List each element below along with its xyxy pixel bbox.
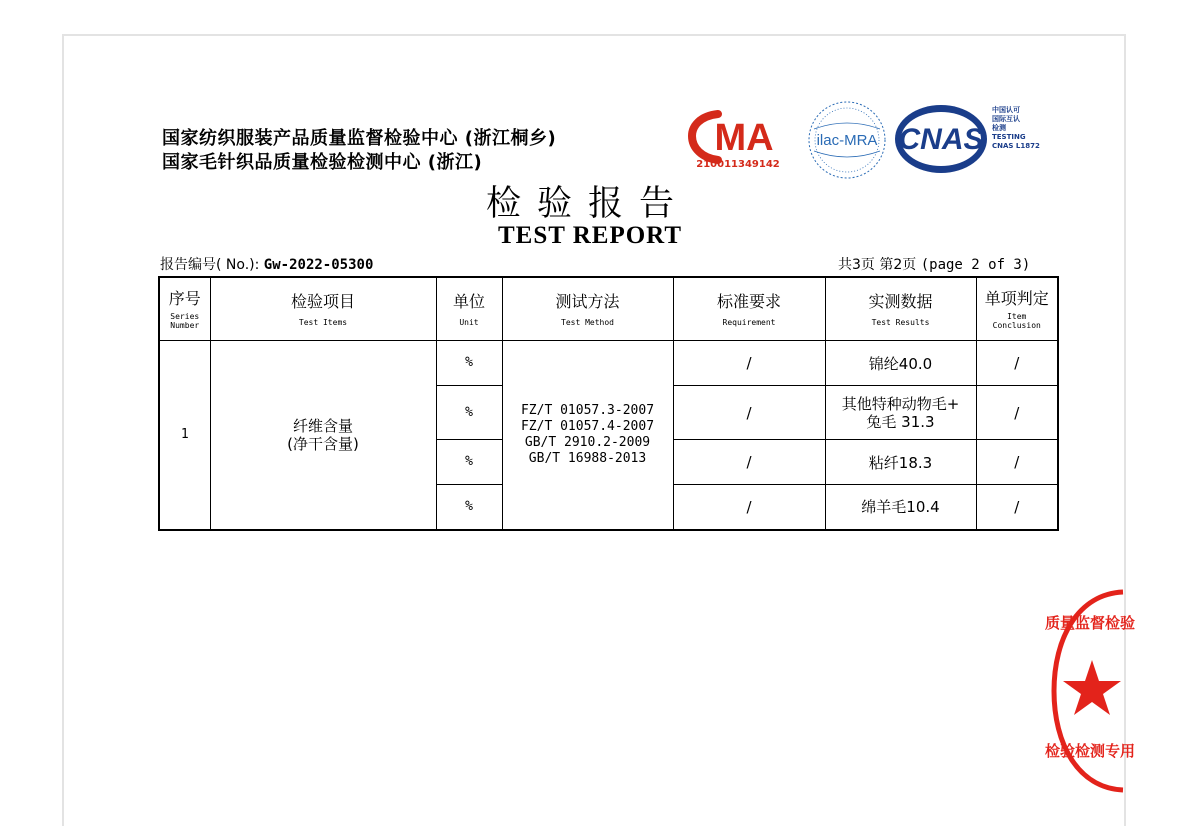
page-indicator: 共3页 第2页 (page 2 of 3) (838, 257, 1031, 273)
table-header-row (159, 277, 1058, 341)
result-cell: 锦纶40.0 (825, 341, 976, 386)
report-title-en: TEST REPORT (498, 222, 683, 249)
seal-bottom-text: 检验检测专用 (1044, 742, 1136, 760)
header-test-results: 实测数据 Test Results (825, 277, 976, 341)
cnas-accreditation-text: 中国认可 国际互认 检测 TESTING CNAS L1872 (992, 106, 1040, 150)
org-name-line1: 国家纺织服装产品质量监督检验中心 (浙江桐乡) (162, 128, 557, 149)
table-row (159, 341, 1058, 386)
seal-star-icon (1063, 660, 1121, 715)
result-cell: 粘纤18.3 (825, 440, 976, 485)
header-test-items: 检验项目 Test Items (210, 277, 436, 341)
header-test-method: 测试方法 Test Method (502, 277, 673, 341)
test-item: 纤维含量 (净干含量) (210, 341, 436, 530)
ilac-logo-text: ilac-MRA (816, 132, 878, 149)
header-unit: 单位 Unit (436, 277, 502, 341)
conclusion-cell: / (976, 341, 1058, 386)
seal-top-text: 质量监督检验 (1044, 614, 1136, 632)
requirement-cell: / (673, 341, 825, 386)
report-number: 报告编号( No.): Gw-2022-05300 (160, 257, 374, 273)
unit-cell: % (436, 485, 502, 530)
unit-cell: % (436, 440, 502, 485)
test-method: FZ/T 01057.3-2007 FZ/T 01057.4-2007 GB/T 2910.2-2009 GB/T 16988-2013 (502, 341, 673, 530)
cnas-logo-icon (892, 99, 990, 179)
result-cell: 其他特种动物毛+ 兔毛 31.3 (825, 386, 976, 440)
cma-number: 210011349142 (696, 159, 780, 170)
cnas-logo-text: CNAS (898, 123, 984, 156)
ilac-mra-logo-icon (806, 99, 888, 181)
requirement-cell: / (673, 386, 825, 440)
header-item-conclusion: 单项判定 Item Conclusion (976, 277, 1058, 341)
cma-logo-text: MA (714, 117, 774, 159)
report-title-cn: 检验报告 (486, 184, 691, 224)
unit-cell: % (436, 386, 502, 440)
report-number-value: Gw-2022-05300 (263, 257, 374, 273)
unit-cell: % (436, 341, 502, 386)
requirement-cell: / (673, 485, 825, 530)
result-cell: 绵羊毛10.4 (825, 485, 976, 530)
conclusion-cell: / (976, 485, 1058, 530)
header-series-number: 序号 Series Number (159, 277, 210, 341)
serial-number: 1 (159, 341, 210, 530)
test-results-table (158, 276, 1059, 531)
header-requirement: 标准要求 Requirement (673, 277, 825, 341)
conclusion-cell: / (976, 386, 1058, 440)
inspection-seal-stamp (1044, 588, 1136, 794)
org-name-line2: 国家毛针织品质量检验检测中心 (浙江) (162, 152, 483, 173)
requirement-cell: / (673, 440, 825, 485)
conclusion-cell: / (976, 440, 1058, 485)
